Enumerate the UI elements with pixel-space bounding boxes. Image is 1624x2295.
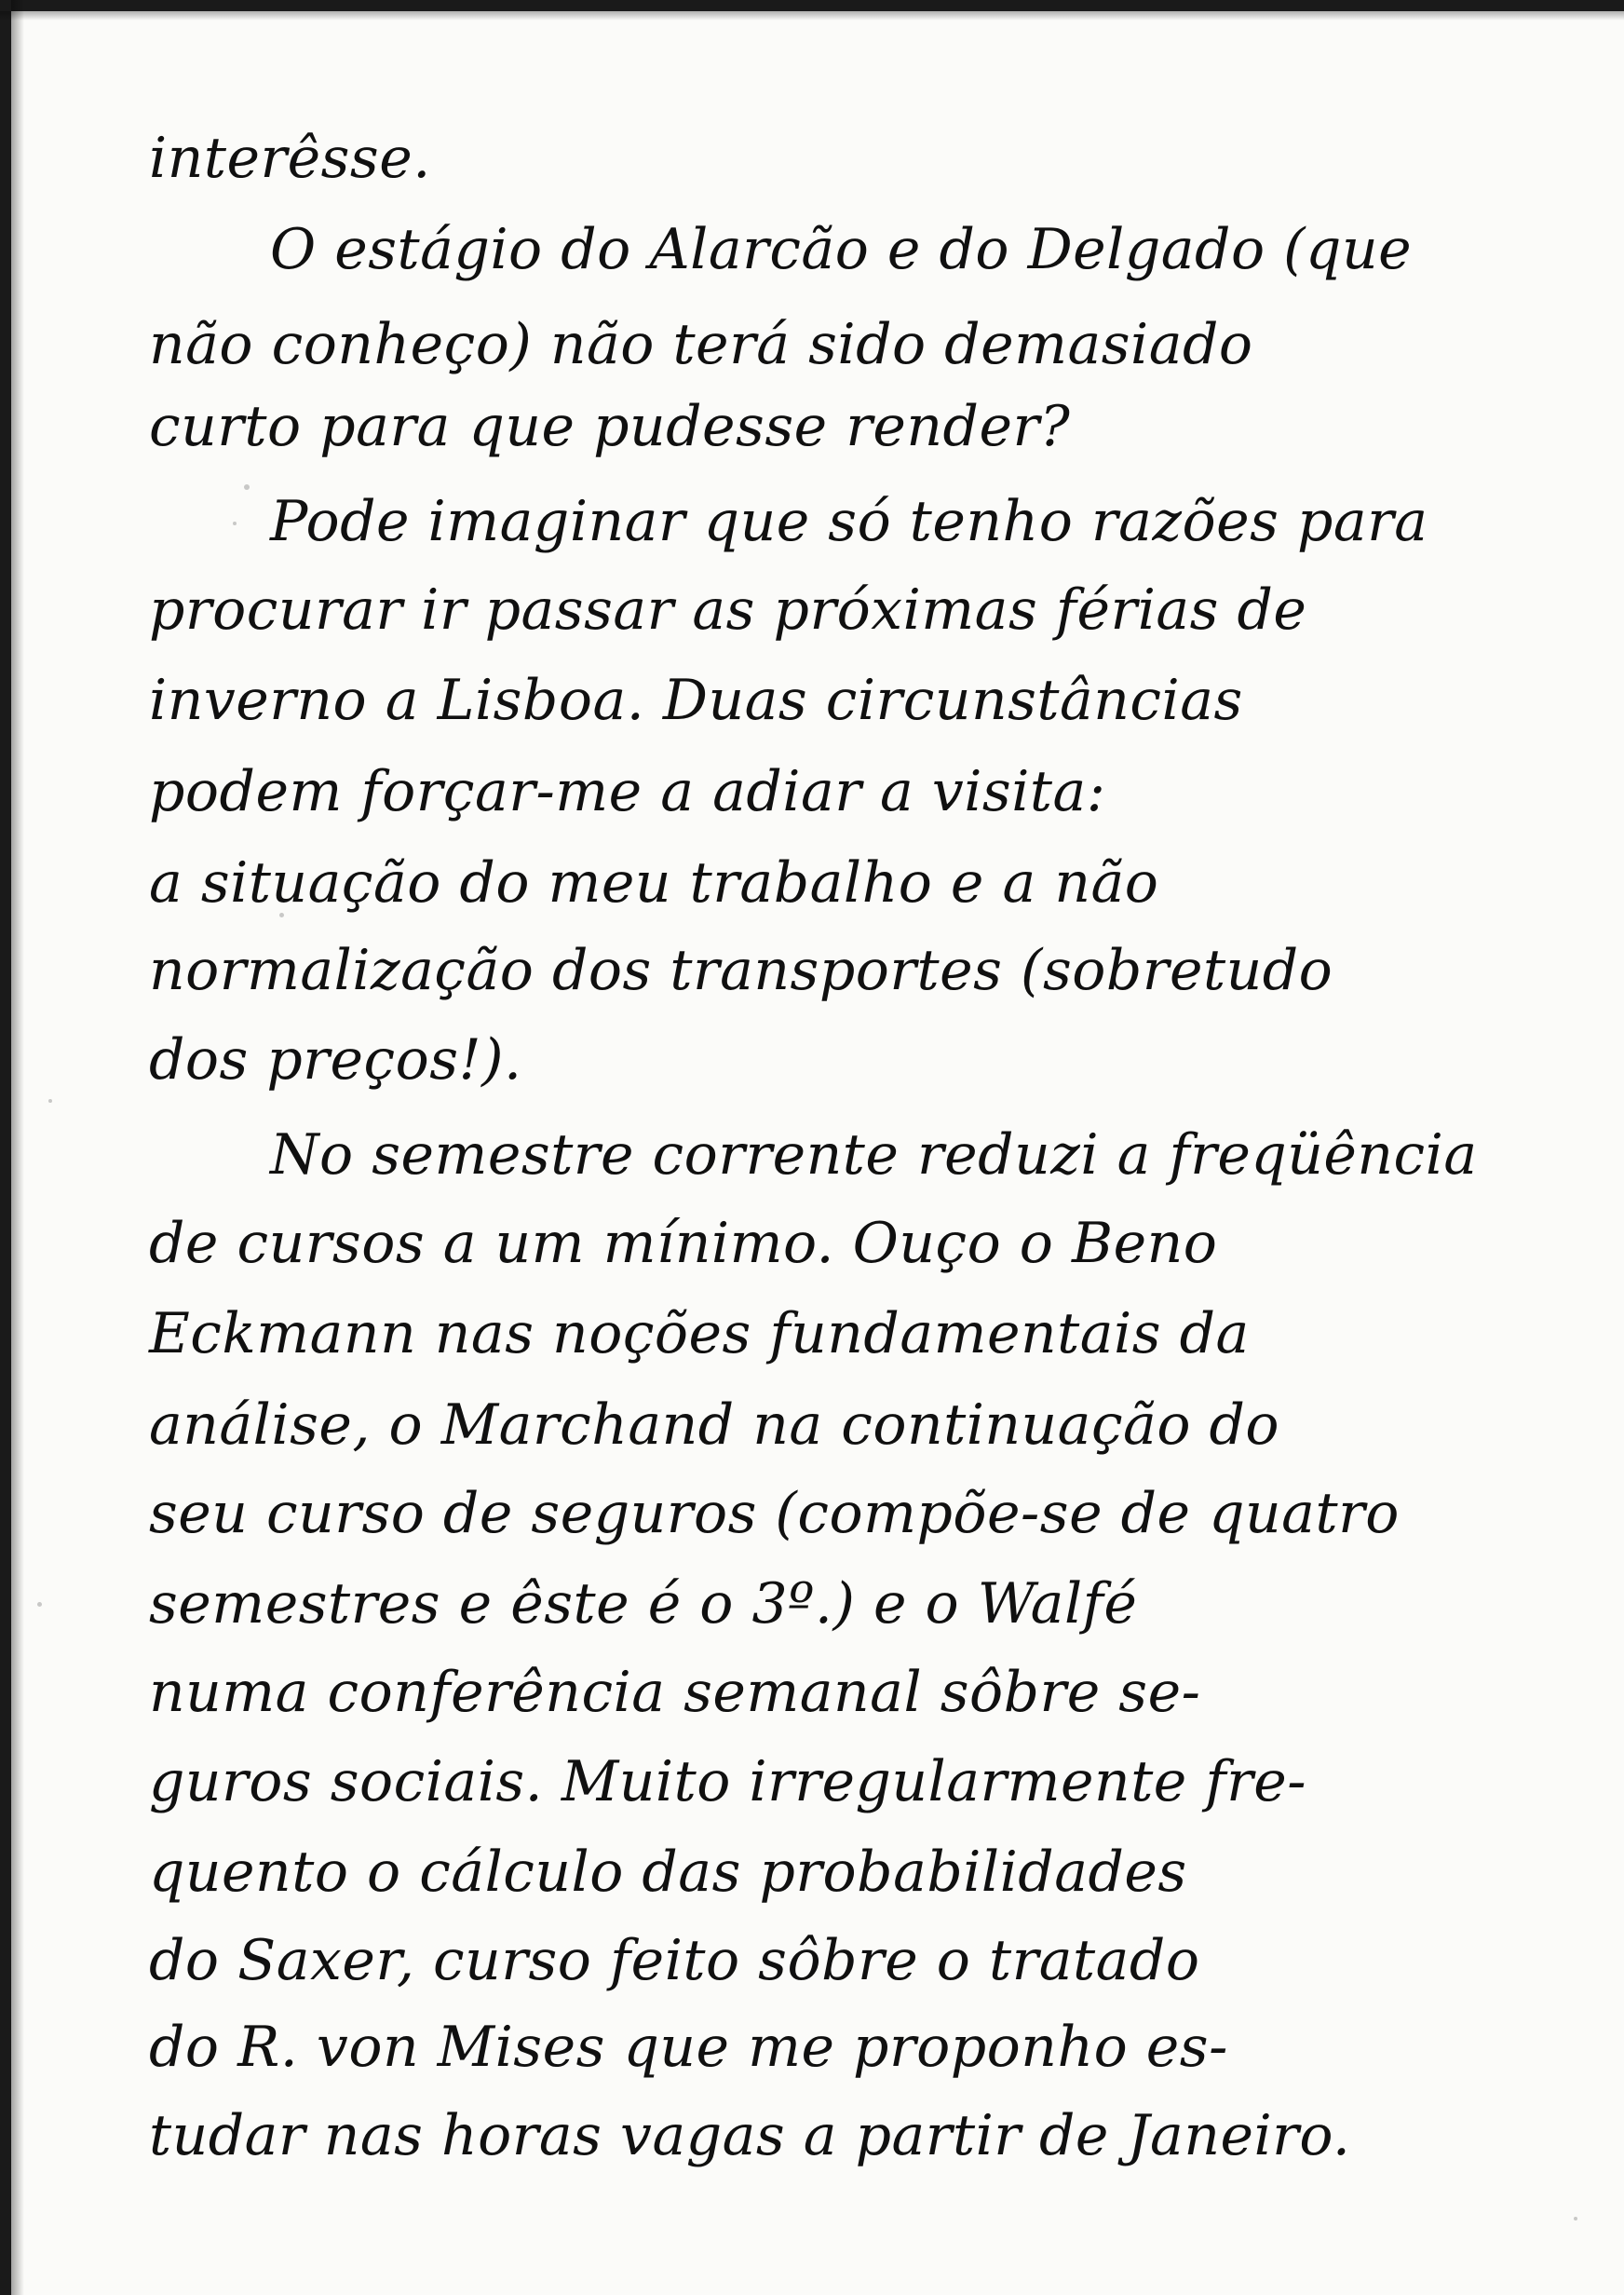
letter-line: do Saxer, curso feito sôbre o tratado (149, 1928, 1200, 1993)
scan-border-left (0, 0, 11, 2295)
scan-speck (1574, 2217, 1577, 2220)
scan-speck (37, 1602, 42, 1607)
letter-line: semestres e êste é o 3º.) e o Walfé (149, 1571, 1138, 1636)
letter-line: não conheço) não terá sido demasiado (149, 312, 1253, 377)
letter-line: No semestre corrente reduzi a freqüência (270, 1122, 1478, 1188)
scan-shadow-top (0, 11, 1624, 20)
letter-line: Eckmann nas noções fundamentais da (149, 1301, 1250, 1366)
letter-line: normalização dos transportes (sobretudo (149, 938, 1333, 1003)
letter-line: curto para que pudesse render? (149, 394, 1071, 459)
letter-line: seu curso de seguros (compõe-se de quatro (149, 1481, 1400, 1546)
scan-speck (244, 484, 250, 490)
letter-line: numa conferência semanal sôbre se- (149, 1660, 1201, 1725)
letter-line: tudar nas horas vagas a partir de Janeiro. (149, 2103, 1351, 2168)
scan-shadow-left (11, 0, 24, 2295)
letter-line: de cursos a um mínimo. Ouço o Beno (149, 1211, 1218, 1276)
letter-line: do R. von Mises que me proponho es- (149, 2015, 1228, 2080)
scan-border-top (0, 0, 1624, 11)
letter-line: podem forçar-me a adiar a visita: (149, 759, 1106, 824)
letter-line: análise, o Marchand na continuação do (149, 1392, 1280, 1458)
scan-speck (48, 1099, 52, 1103)
letter-line: interêsse. (149, 126, 431, 191)
letter-line: inverno a Lisboa. Duas circunstâncias (149, 668, 1243, 733)
letter-line: a situação do meu trabalho e a não (149, 850, 1159, 916)
letter-line: O estágio do Alarcão e do Delgado (que (270, 217, 1413, 282)
letter-line: guros sociais. Muito irregularmente fre- (149, 1749, 1307, 1814)
letter-line: Pode imaginar que só tenho razões para (270, 489, 1428, 554)
letter-line: procurar ir passar as próximas férias de (149, 577, 1307, 643)
letter-line: dos preços!). (149, 1027, 522, 1093)
letter-line: quento o cálculo das probabilidades (149, 1840, 1187, 1905)
scan-speck (233, 522, 237, 525)
